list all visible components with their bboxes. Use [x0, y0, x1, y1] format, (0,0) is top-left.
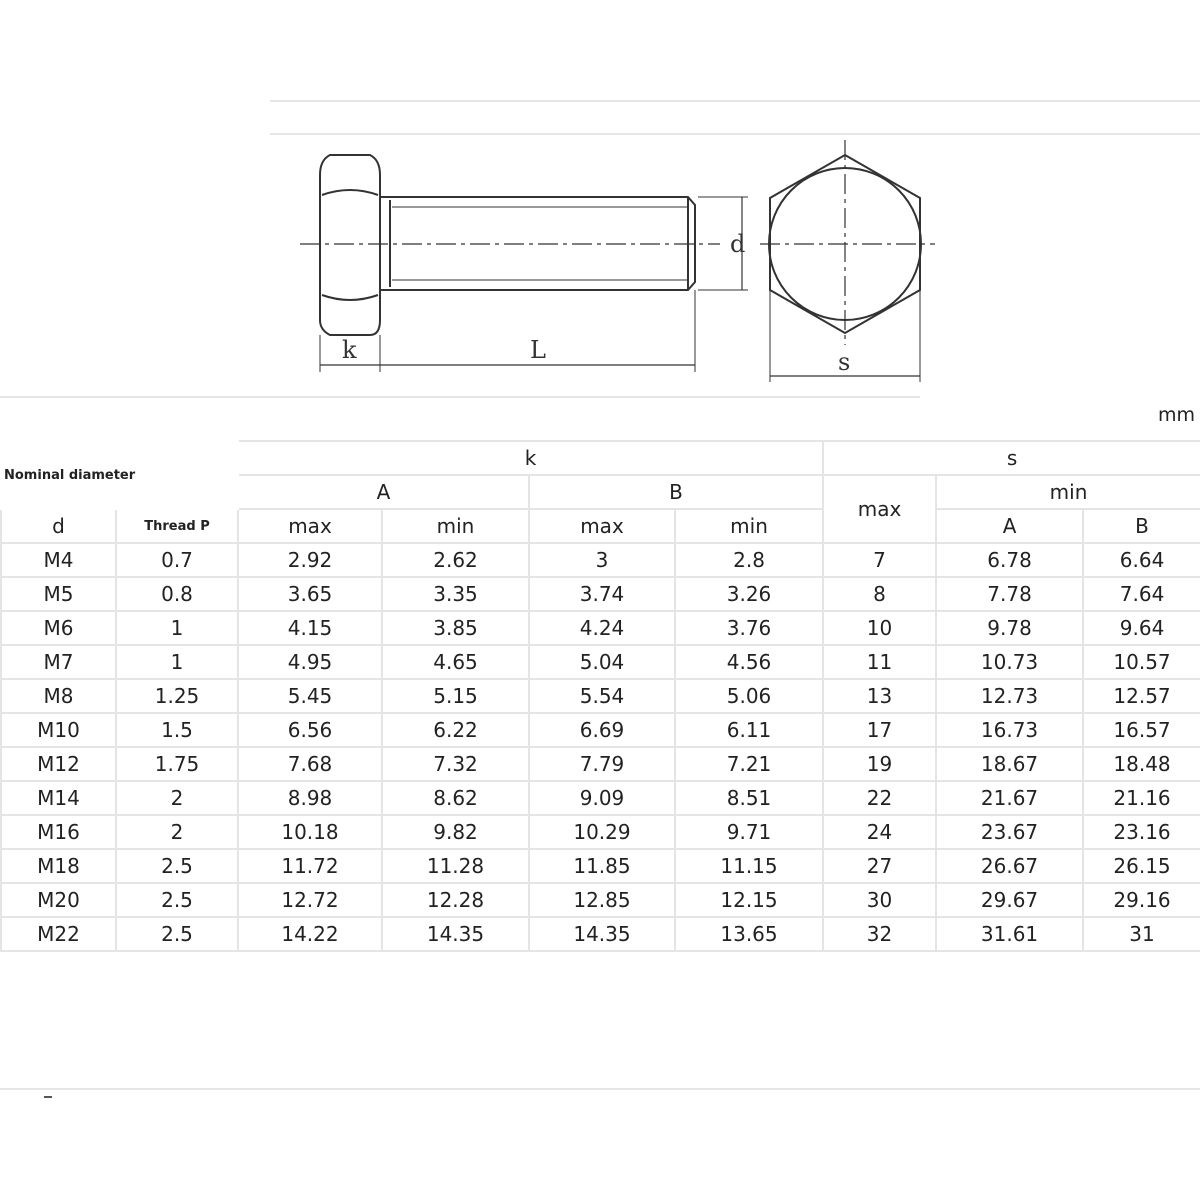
- table-cell: 1.25: [116, 679, 238, 713]
- label-s: s: [838, 348, 851, 376]
- table-cell: 6.56: [238, 713, 382, 747]
- table-cell: 5.15: [382, 679, 529, 713]
- label-d: d: [730, 230, 746, 258]
- table-cell: 7.78: [936, 577, 1083, 611]
- bolt-head-top-view: [760, 140, 935, 382]
- bottom-rule: [0, 1088, 1200, 1090]
- table-cell: 12.57: [1083, 679, 1200, 713]
- table-cell: 31: [1083, 917, 1200, 951]
- table-cell: 7.68: [238, 747, 382, 781]
- table-row: [1, 747, 1200, 781]
- table-cell: 21.67: [936, 781, 1083, 815]
- header-k-A: A: [238, 475, 529, 509]
- table-cell: 2.5: [116, 883, 238, 917]
- table-cell: 0.8: [116, 577, 238, 611]
- table-cell: 12.85: [529, 883, 675, 917]
- table-cell: 26.67: [936, 849, 1083, 883]
- header-k-A-min: min: [382, 509, 529, 543]
- header-k: k: [238, 441, 823, 475]
- table-cell: 18.67: [936, 747, 1083, 781]
- unit-label: mm: [1158, 404, 1196, 426]
- table-cell: 26.15: [1083, 849, 1200, 883]
- nominal-diameter-label: Nominal diameter: [4, 468, 136, 483]
- table-cell: 10.18: [238, 815, 382, 849]
- table-cell: M12: [1, 747, 116, 781]
- table-cell: 9.64: [1083, 611, 1200, 645]
- table-cell: 7.32: [382, 747, 529, 781]
- table-cell: 10.73: [936, 645, 1083, 679]
- table-cell: 18.48: [1083, 747, 1200, 781]
- table-cell: 10.57: [1083, 645, 1200, 679]
- table-cell: 7.21: [675, 747, 823, 781]
- table-cell: 19: [823, 747, 936, 781]
- table-cell: 1.5: [116, 713, 238, 747]
- table-cell: 11.15: [675, 849, 823, 883]
- table-cell: 1.75: [116, 747, 238, 781]
- table-cell: 10: [823, 611, 936, 645]
- table-row: [1, 577, 1200, 611]
- table-cell: 9.82: [382, 815, 529, 849]
- table-cell: 8.98: [238, 781, 382, 815]
- dash-mark: [44, 1096, 52, 1098]
- table-row: [1, 713, 1200, 747]
- header-k-B: B: [529, 475, 823, 509]
- table-cell: 12.28: [382, 883, 529, 917]
- table-cell: 7.79: [529, 747, 675, 781]
- table-cell: 6.22: [382, 713, 529, 747]
- table-cell: 5.04: [529, 645, 675, 679]
- table-cell: 2.5: [116, 849, 238, 883]
- table-cell: 13.65: [675, 917, 823, 951]
- table-cell: 21.16: [1083, 781, 1200, 815]
- table-cell: 0.7: [116, 543, 238, 577]
- table-row: [1, 611, 1200, 645]
- table-cell: M16: [1, 815, 116, 849]
- table-cell: 8: [823, 577, 936, 611]
- table-cell: 24: [823, 815, 936, 849]
- table-cell: 4.56: [675, 645, 823, 679]
- table-row: [1, 543, 1200, 577]
- table-row: [1, 679, 1200, 713]
- table-cell: 14.35: [529, 917, 675, 951]
- table-cell: M6: [1, 611, 116, 645]
- table-cell: 5.54: [529, 679, 675, 713]
- table-cell: 8.51: [675, 781, 823, 815]
- table-cell: 23.16: [1083, 815, 1200, 849]
- label-k: k: [342, 336, 357, 364]
- table-cell: 17: [823, 713, 936, 747]
- table-cell: 9.71: [675, 815, 823, 849]
- table-cell: 4.95: [238, 645, 382, 679]
- table-cell: 14.22: [238, 917, 382, 951]
- table-cell: 4.24: [529, 611, 675, 645]
- table-cell: 27: [823, 849, 936, 883]
- table-cell: 7.64: [1083, 577, 1200, 611]
- table-cell: 2.92: [238, 543, 382, 577]
- table-row: [1, 883, 1200, 917]
- header-s-max: max: [823, 475, 936, 543]
- table-cell: 11: [823, 645, 936, 679]
- table-cell: 6.64: [1083, 543, 1200, 577]
- header-s: s: [823, 441, 1200, 475]
- table-cell: 31.61: [936, 917, 1083, 951]
- header-thread: Thread P: [116, 509, 238, 543]
- table-row: [1, 645, 1200, 679]
- table-cell: 4.15: [238, 611, 382, 645]
- table-cell: 1: [116, 645, 238, 679]
- table-cell: 12.15: [675, 883, 823, 917]
- header-s-min-B: B: [1083, 509, 1200, 543]
- table-cell: 3.74: [529, 577, 675, 611]
- table-cell: 1: [116, 611, 238, 645]
- table-cell: 30: [823, 883, 936, 917]
- table-cell: 10.29: [529, 815, 675, 849]
- table-cell: 3.76: [675, 611, 823, 645]
- table-cell: M14: [1, 781, 116, 815]
- table-cell: 7: [823, 543, 936, 577]
- table-cell: 22: [823, 781, 936, 815]
- table-cell: 11.72: [238, 849, 382, 883]
- header-k-B-min: min: [675, 509, 823, 543]
- table-cell: 11.28: [382, 849, 529, 883]
- table-cell: M5: [1, 577, 116, 611]
- table-cell: 9.78: [936, 611, 1083, 645]
- table-cell: M7: [1, 645, 116, 679]
- table-cell: 9.09: [529, 781, 675, 815]
- table-cell: M18: [1, 849, 116, 883]
- bolt-side-view: [300, 155, 748, 372]
- header-k-A-max: max: [238, 509, 382, 543]
- table-cell: 23.67: [936, 815, 1083, 849]
- table-cell: M20: [1, 883, 116, 917]
- table-cell: 2.5: [116, 917, 238, 951]
- table-cell: 5.45: [238, 679, 382, 713]
- table-row: [1, 849, 1200, 883]
- table-cell: 12.72: [238, 883, 382, 917]
- table-cell: M10: [1, 713, 116, 747]
- table-cell: 29.16: [1083, 883, 1200, 917]
- header-d: d: [1, 509, 116, 543]
- table-cell: 32: [823, 917, 936, 951]
- table-cell: 16.73: [936, 713, 1083, 747]
- dimension-table: [0, 440, 1200, 952]
- table-cell: 14.35: [382, 917, 529, 951]
- table-cell: 12.73: [936, 679, 1083, 713]
- header-k-B-max: max: [529, 509, 675, 543]
- table-cell: 11.85: [529, 849, 675, 883]
- table-cell: 13: [823, 679, 936, 713]
- table-cell: 2.62: [382, 543, 529, 577]
- table-row: [1, 781, 1200, 815]
- table-cell: 6.78: [936, 543, 1083, 577]
- table-cell: M22: [1, 917, 116, 951]
- table-cell: 16.57: [1083, 713, 1200, 747]
- header-s-min-A: A: [936, 509, 1083, 543]
- table-cell: 3.26: [675, 577, 823, 611]
- table-cell: 29.67: [936, 883, 1083, 917]
- table-cell: 5.06: [675, 679, 823, 713]
- table-cell: 2.8: [675, 543, 823, 577]
- table-cell: 8.62: [382, 781, 529, 815]
- table-cell: 2: [116, 815, 238, 849]
- table-cell: 2: [116, 781, 238, 815]
- table-cell: 3.65: [238, 577, 382, 611]
- table-row: [1, 917, 1200, 951]
- table-cell: M4: [1, 543, 116, 577]
- table-cell: 6.69: [529, 713, 675, 747]
- table-row: [1, 815, 1200, 849]
- table-cell: 6.11: [675, 713, 823, 747]
- table-cell: M8: [1, 679, 116, 713]
- table-cell: 4.65: [382, 645, 529, 679]
- table-cell: 3.85: [382, 611, 529, 645]
- label-L: L: [530, 336, 546, 364]
- table-cell: 3: [529, 543, 675, 577]
- header-s-min: min: [936, 475, 1200, 509]
- bolt-drawing: [0, 0, 1200, 400]
- table-cell: 3.35: [382, 577, 529, 611]
